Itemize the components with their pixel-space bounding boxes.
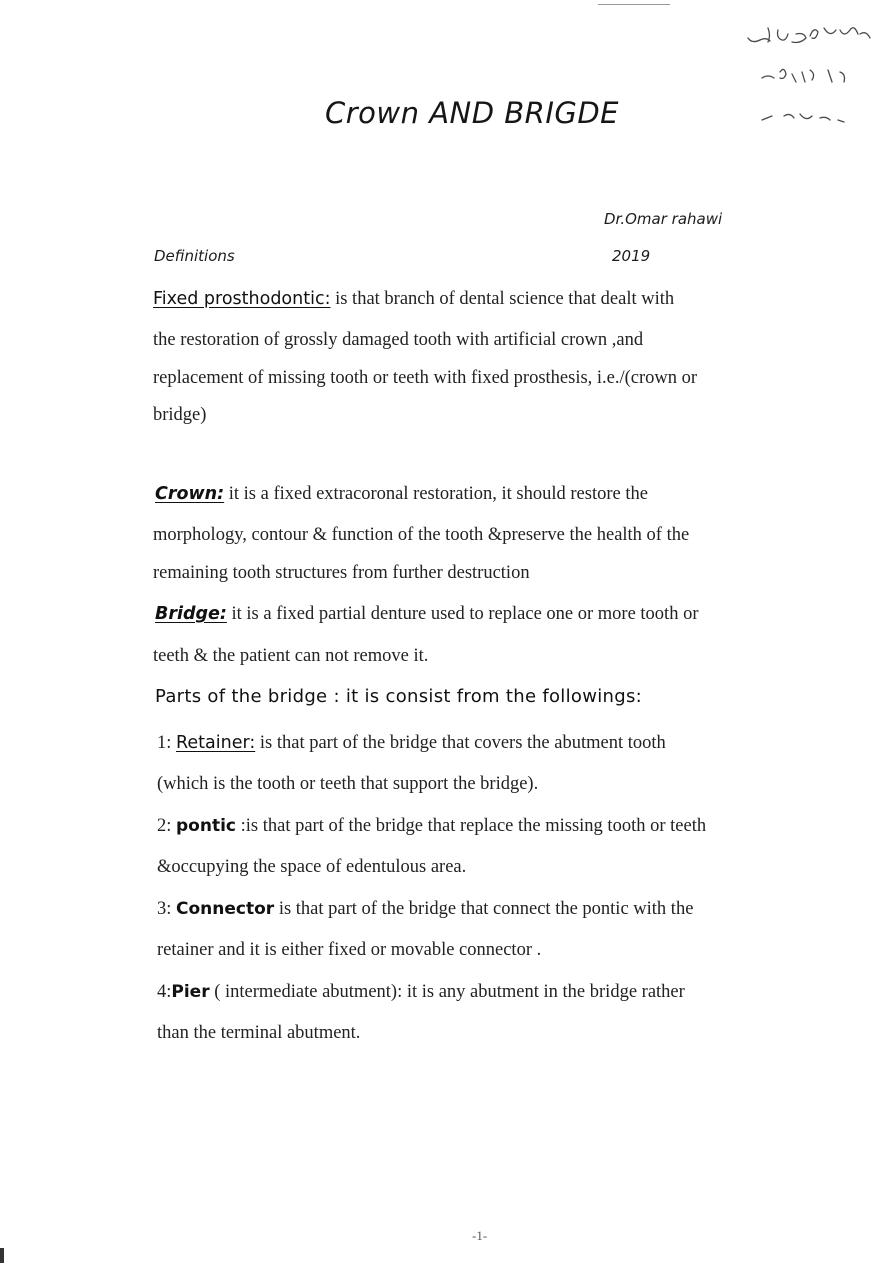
part-3-line-2: retainer and it is either fixed or movable connector . bbox=[157, 940, 542, 960]
part-3-number: 3: bbox=[157, 899, 177, 919]
part-1-line-1 bbox=[157, 733, 666, 754]
crown-line-3: remaining tooth structures from further destruction bbox=[153, 563, 530, 583]
parts-heading: Parts of the bridge : it is consist from the followings: bbox=[155, 686, 642, 707]
term-crown: Crown: bbox=[155, 484, 225, 504]
crown-line-2: morphology, contour & function of the tooth &preserve the health of the bbox=[153, 525, 690, 545]
page-number: -1- bbox=[472, 1228, 488, 1243]
part-2-line-2: &occupying the space of edentulous area. bbox=[157, 857, 467, 877]
term-retainer: Retainer: bbox=[176, 733, 256, 753]
part-3-line-1-text: is that part of the bridge that connect the pontic with the bbox=[274, 899, 694, 919]
part-1-line-2: (which is the tooth or teeth that support the bridge). bbox=[157, 774, 539, 794]
crown-line-1 bbox=[155, 484, 648, 505]
part-3-line-1 bbox=[157, 899, 693, 920]
part-1-line-1-text: is that part of the bridge that covers the abutment tooth bbox=[255, 733, 666, 753]
bridge-line-2: teeth & the patient can not remove it. bbox=[153, 646, 429, 666]
term-fixed-prosthodontic: Fixed prosthodontic: bbox=[153, 289, 331, 309]
fixed-line-2: the restoration of grossly damaged tooth with artificial crown ,and bbox=[153, 330, 644, 350]
fixed-line-1 bbox=[153, 289, 674, 310]
top-scan-mark bbox=[598, 4, 670, 5]
term-connector: Connector bbox=[176, 899, 275, 919]
fixed-line-4: bridge) bbox=[153, 405, 207, 425]
part-4-line-2: than the terminal abutment. bbox=[157, 1023, 361, 1043]
document-title: Crown AND BRIGDE bbox=[324, 96, 620, 130]
part-2-line-1-text: :is that part of the bridge that replace the missing tooth or teeth bbox=[236, 816, 707, 836]
fixed-line-1-text: is that branch of dental science that dealt with bbox=[330, 289, 675, 309]
term-bridge: Bridge: bbox=[155, 604, 227, 624]
document-year: 2019 bbox=[612, 247, 651, 265]
crown-line-1-text: it is a fixed extracoronal restoration, it should restore the bbox=[224, 484, 648, 504]
part-4-number: 4: bbox=[157, 982, 172, 1002]
term-pier: Pier bbox=[171, 982, 210, 1002]
bridge-line-1-text: it is a fixed partial denture used to replace one or more tooth or bbox=[226, 604, 699, 624]
part-2-line-1 bbox=[157, 816, 706, 837]
fixed-line-3: replacement of missing tooth or teeth with fixed prosthesis, i.e./(crown or bbox=[153, 368, 698, 388]
part-4-line-1-text: ( intermediate abutment): it is any abutment in the bridge rather bbox=[209, 982, 685, 1002]
section-label: Definitions bbox=[154, 247, 235, 265]
author-name: Dr.Omar rahawi bbox=[604, 210, 723, 228]
term-pontic: pontic bbox=[176, 816, 236, 836]
part-4-line-1 bbox=[157, 982, 685, 1003]
part-1-number: 1: bbox=[157, 733, 177, 753]
part-2-number: 2: bbox=[157, 816, 177, 836]
bridge-line-1 bbox=[155, 604, 698, 625]
scan-edge-mark bbox=[0, 1248, 4, 1263]
